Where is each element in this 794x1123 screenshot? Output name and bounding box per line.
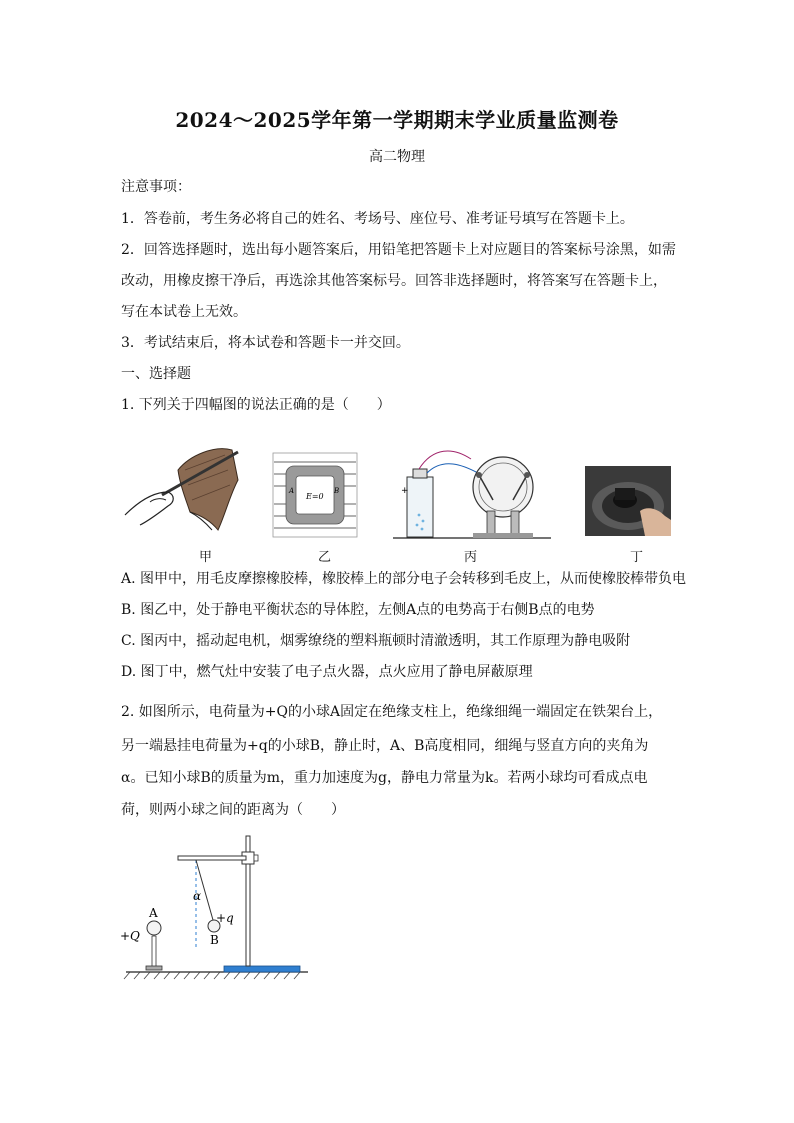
figure-yi (272, 452, 358, 538)
q1-option-a: A. 图甲中，用毛皮摩擦橡胶棒，橡胶棒上的部分电子会转移到毛皮上，从而使橡胶棒带负电 (121, 571, 687, 587)
caption-yi: 乙 (318, 550, 332, 565)
exam-title: 2024～2025学年第一学期期末学业质量监测卷 (175, 108, 619, 132)
q2-stem-line: 2. 如图所示，电荷量为+Q的小球A固定在绝缘支柱上，绝缘细绳一端固定在铁架台上， (121, 704, 663, 720)
q2-stem-line: α。已知小球B的质量为m，重力加速度为g，静电力常量为k。若两小球均可看成点电 (121, 770, 648, 786)
caption-ding: 丁 (630, 550, 644, 565)
note-line: 3．考试结束后，将本试卷和答题卡一并交回。 (121, 335, 410, 351)
figure-ding (585, 466, 671, 536)
caption-jia: 甲 (199, 550, 213, 565)
point-a-label: A (289, 487, 295, 495)
figure-bing (393, 445, 553, 541)
label-charge-b: +q (216, 911, 234, 925)
figure-q2 (118, 832, 318, 982)
exam-subject: 高二物理 (369, 149, 425, 165)
q1-stem: 1. 下列关于四幅图的说法正确的是（ ） (121, 397, 391, 413)
section-heading: 一、选择题 (121, 366, 191, 382)
field-label: E=0 (306, 492, 324, 501)
label-angle: α (193, 889, 202, 903)
note-line: 1．答卷前，考生务必将自己的姓名、考场号、座位号、准考证号填写在答题卡上。 (121, 211, 634, 227)
q1-option-c: C. 图丙中，摇动起电机，烟雾缭绕的塑料瓶顿时清澈透明，其工作原理为静电吸附 (121, 633, 631, 649)
caption-bing: 丙 (464, 550, 478, 565)
point-b-label: B (334, 487, 340, 495)
notes-heading: 注意事项： (121, 179, 191, 195)
svg-text:+: + (401, 486, 409, 496)
q2-stem-line: 荷，则两小球之间的距离为（ ） (121, 802, 345, 818)
figure-jia (120, 440, 250, 535)
note-line: 改动，用橡皮擦干净后，再选涂其他答案标号。回答非选择题时，将答案写在答题卡上， (121, 273, 667, 289)
note-line: 2．回答选择题时，选出每小题答案后，用铅笔把答题卡上对应题目的答案标号涂黑，如需 (121, 242, 676, 258)
label-ball-b: B (210, 933, 219, 947)
q1-option-d: D. 图丁中，燃气灶中安装了电子点火器，点火应用了静电屏蔽原理 (121, 664, 533, 680)
q1-option-b: B. 图乙中，处于静电平衡状态的导体腔，左侧A点的电势高于右侧B点的电势 (121, 602, 595, 618)
note-line: 写在本试卷上无效。 (121, 304, 247, 320)
label-ball-a: A (149, 906, 158, 920)
label-charge-a: +Q (120, 929, 140, 943)
q2-stem-line: 另一端悬挂电荷量为+q的小球B，静止时，A、B高度相同，细绳与竖直方向的夹角为 (121, 738, 649, 754)
